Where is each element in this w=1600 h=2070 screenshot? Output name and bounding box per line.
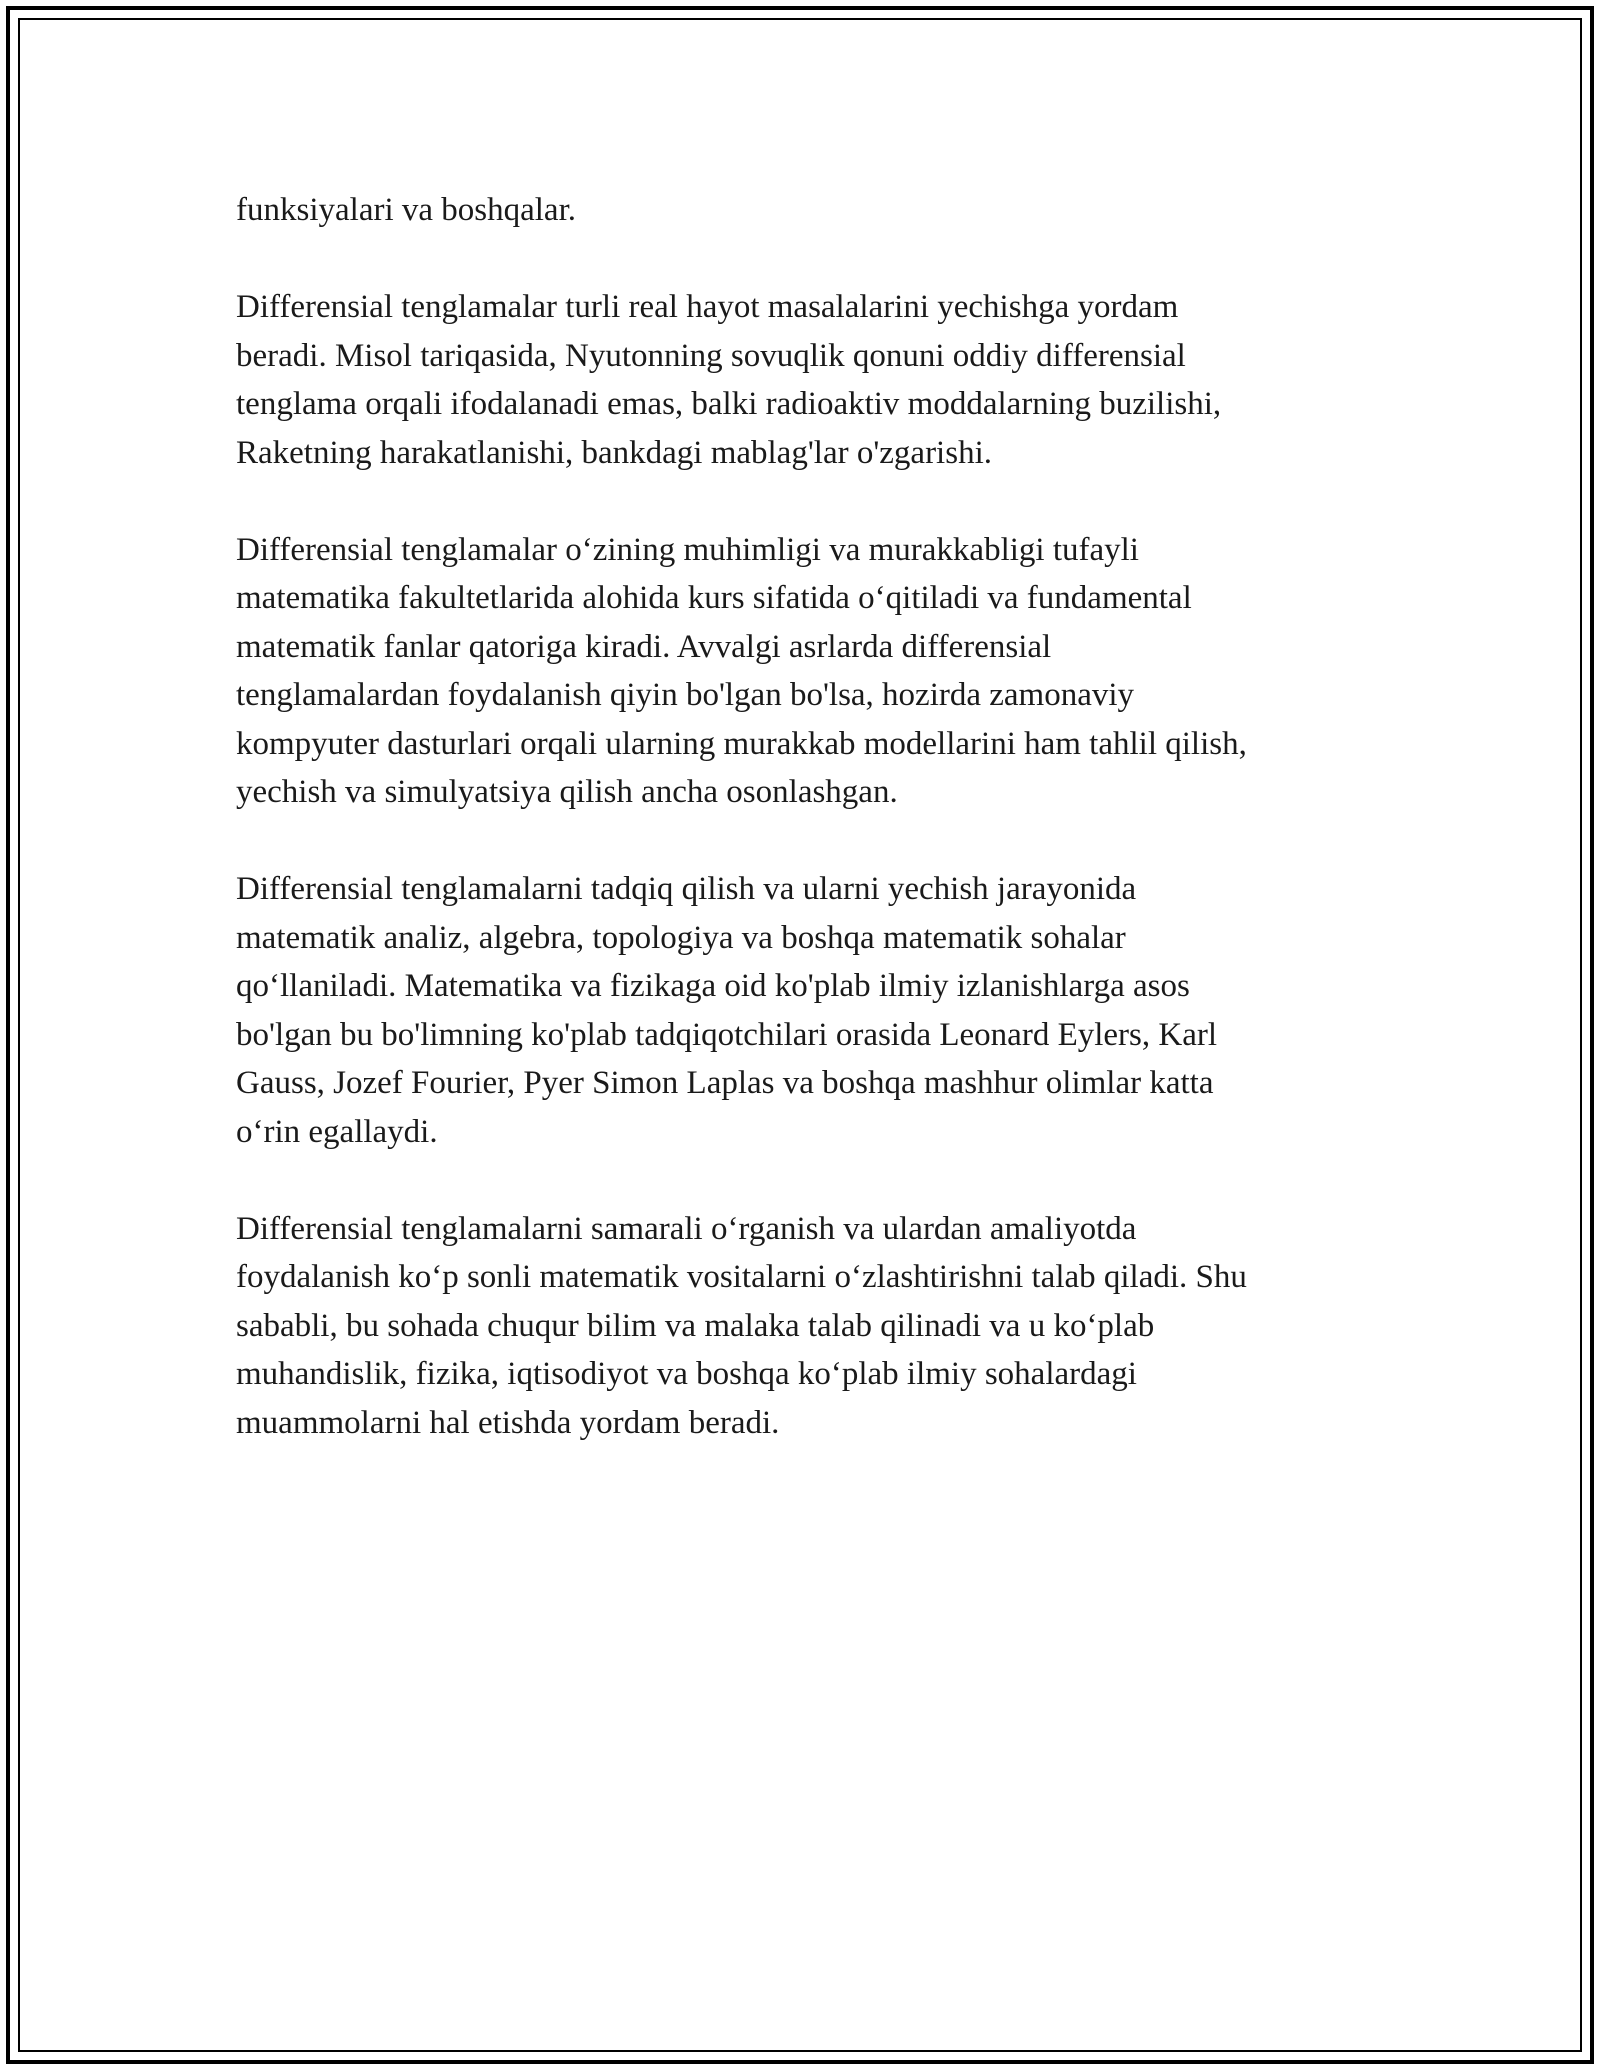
paragraph-2: Differensial tenglamalar turli real hayot masalalarini yechishga yordam beradi. Misol tariqasida, Nyutonning sovuqlik qonuni oddiy differensial tenglama orqali ifodalanadi emas, balki radioaktiv moddalarning buzilishi, Raketning harakatlanishi, bankdagi mablag'lar o'zgarishi.	[236, 289, 1222, 471]
paragraph-4: Differensial tenglamalarni tadqiq qilish va ularni yechish jarayonida matematik analiz, algebra, topologiya va boshqa matematik sohalar qo‘llaniladi. Matematika va fizikaga oid ko'plab ilmiy izlanishlarga asos bo'lgan bu bo'limning ko'plab tadqiqotchilari orasida Leonard Eylers, Karl Gauss, Jozef Fourier, Pyer Simon Laplas va boshqa mashhur olimlar katta o‘rin egallaydi.	[236, 871, 1218, 1150]
paragraph-1: funksiyalari va boshqalar.	[236, 192, 576, 228]
paragraph-3: Differensial tenglamalar o‘zining muhimligi va murakkabligi tufayli matematika fakultetlarida alohida kurs sifatida o‘qitiladi va fundamental matematik fanlar qatoriga kiradi. Avvalgi asrlarda differensial tenglamalardan foydalanish qiyin bo'lgan bo'lsa, hozirda zamonaviy kompyuter dasturlari orqali ularning murakkab modellarini ham tahlil qilish, yechish va simulyatsiya qilish ancha osonlashgan.	[236, 531, 1247, 810]
paragraph-5: Differensial tenglamalarni samarali o‘rganish va ulardan amaliyotda foydalanish ko‘p sonli matematik vositalarni o‘zlashtirishni talab qiladi. Shu sababli, bu sohada chuqur bilim va malaka talab qilinadi va u ko‘plab muhandislik, fizika, iqtisodiyot va boshqa ko‘plab ilmiy sohalardagi muammolarni hal etishda yordam beradi.	[236, 1210, 1247, 1441]
document-body	[236, 186, 1376, 1496]
